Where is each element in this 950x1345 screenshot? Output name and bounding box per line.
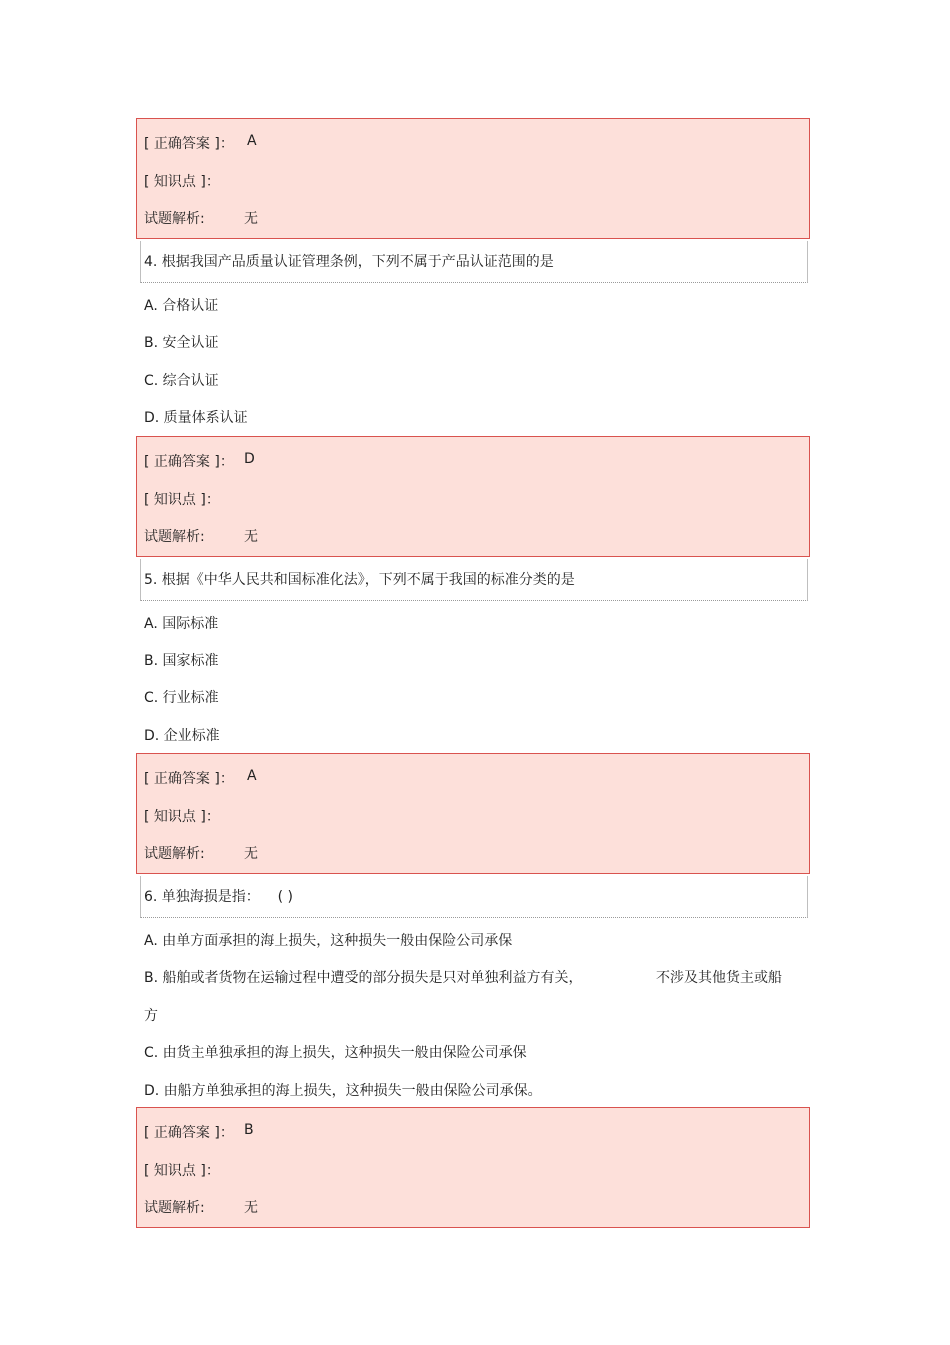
analysis-label: 试题解析:	[144, 1200, 205, 1216]
knowledge-point-label: [ 知识点 ]：	[144, 492, 220, 508]
knowledge-point-label: [ 知识点 ]：	[144, 809, 220, 825]
question-4-option-b[interactable]: B. 安全认证	[144, 335, 219, 351]
question-6-option-b-continued: 不涉及其他货主或船	[656, 970, 782, 986]
question-6-option-c[interactable]: C. 由货主单独承担的海上损失，这种损失一般由保险公司承保	[144, 1045, 527, 1061]
correct-answer-value: D	[244, 451, 255, 467]
question-6-option-b-wrap: 方	[144, 1008, 158, 1024]
correct-answer-label: [ 正确答案 ]：	[144, 136, 234, 152]
knowledge-point-label: [ 知识点 ]：	[144, 1163, 220, 1179]
answer-box-q5	[136, 753, 810, 874]
knowledge-point-label: [ 知识点 ]：	[144, 174, 220, 190]
question-5-option-d[interactable]: D. 企业标准	[144, 728, 220, 744]
analysis-value: 无	[244, 529, 258, 545]
correct-answer-label: [ 正确答案 ]：	[144, 1125, 234, 1141]
question-5-option-a[interactable]: A. 国际标准	[144, 616, 219, 632]
question-5-option-c[interactable]: C. 行业标准	[144, 690, 219, 706]
answer-box-q4	[136, 436, 810, 557]
question-4-text: 4. 根据我国产品质量认证管理条例，下列不属于产品认证范围的是	[144, 254, 554, 270]
analysis-value: 无	[244, 1200, 258, 1216]
analysis-label: 试题解析:	[144, 846, 205, 862]
correct-answer-value: A	[247, 768, 257, 784]
question-6-option-d[interactable]: D. 由船方单独承担的海上损失，这种损失一般由保险公司承保。	[144, 1083, 542, 1099]
correct-answer-label: [ 正确答案 ]：	[144, 454, 234, 470]
question-6-option-b[interactable]: B. 船舶或者货物在运输过程中遭受的部分损失是只对单独利益方有关，	[144, 970, 583, 986]
question-6-option-a[interactable]: A. 由单方面承担的海上损失，这种损失一般由保险公司承保	[144, 933, 513, 949]
question-6-text: 6. 单独海损是指： ( )	[144, 889, 293, 905]
correct-answer-label: [ 正确答案 ]：	[144, 771, 234, 787]
analysis-label: 试题解析:	[144, 529, 205, 545]
question-4-option-d[interactable]: D. 质量体系认证	[144, 410, 248, 426]
question-5-text: 5. 根据《中华人民共和国标准化法》，下列不属于我国的标准分类的是	[144, 572, 575, 588]
answer-box-q3	[136, 118, 810, 239]
analysis-value: 无	[244, 211, 258, 227]
correct-answer-value: B	[244, 1122, 254, 1138]
question-4-option-c[interactable]: C. 综合认证	[144, 373, 219, 389]
question-5-option-b[interactable]: B. 国家标准	[144, 653, 219, 669]
question-4	[140, 241, 808, 283]
analysis-label: 试题解析:	[144, 211, 205, 227]
question-5	[140, 559, 808, 601]
correct-answer-value: A	[247, 133, 257, 149]
analysis-value: 无	[244, 846, 258, 862]
question-4-option-a[interactable]: A. 合格认证	[144, 298, 219, 314]
answer-box-q6	[136, 1107, 810, 1228]
question-6	[140, 876, 808, 918]
